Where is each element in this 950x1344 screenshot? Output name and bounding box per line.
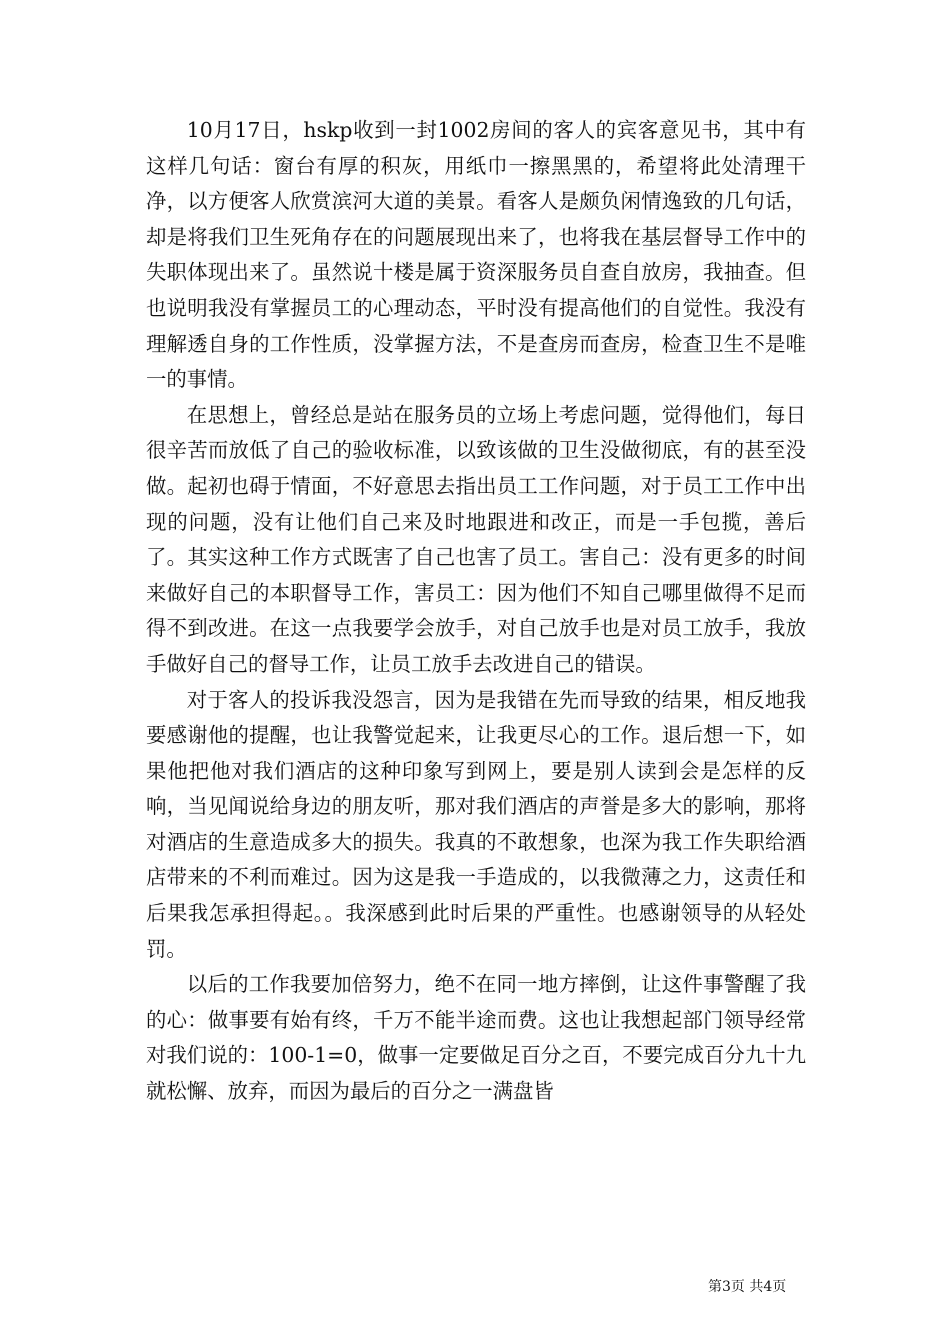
paragraph-3: 对于客人的投诉我没怨言，因为是我错在先而导致的结果，相反地我要感谢他的提醒，也让我警觉起来，让我更尽心的工作。退后想一下，如果他把他对我们酒店的这种印象写到网上，要是别人读到会是怎样的反响，当见闻说给身边的朋友听，那对我们酒店的声誉是多大的影响，那将对酒店的生意造成多大的损失。我真的不敢想象，也深为我工作失职给酒店带来的不利而难过。因为这是我一手造成的，以我微薄之力，这责任和后果我怎承担得起。。我深感到此时后果的严重性。也感谢领导的从轻处罚。 [146,687,806,961]
paragraph-4: 以后的工作我要加倍努力，绝不在同一地方摔倒，让这件事警醒了我的心：做事要有始有终，千万不能半途而费。这也让我想起部门领导经常对我们说的：100-1=0，做事一定要做足百分之百，不要完成百分九十九就松懈、放弃，而因为最后的百分之一满盘皆 [146,972,806,1104]
page-number-footer: 第3页 共4页 [708,1279,787,1295]
document-body [146,113,806,1110]
paragraph-2: 在思想上，曾经总是站在服务员的立场上考虑问题，觉得他们，每日很辛苦而放低了自己的验收标准，以致该做的卫生没做彻底，有的甚至没做。起初也碍于情面，不好意思去指出员工工作问题，对于员工工作中出现的问题，没有让他们自己来及时地跟进和改正，而是一手包揽，善后了。其实这种工作方式既害了自己也害了员工。害自己：没有更多的时间来做好自己的本职督导工作，害员工：因为他们不知自己哪里做得不足而得不到改进。在这一点我要学会放手，对自己放手也是对员工放手，我放手做好自己的督导工作，让员工放手去改进自己的错误。 [146,402,806,676]
paragraph-1: 10月17日，hskp收到一封1002房间的客人的宾客意见书，其中有这样几句话：窗台有厚的积灰，用纸巾一擦黑黑的，希望将此处清理干净，以方便客人欣赏滨河大道的美景。看客人是颇负闲情逸致的几句话，却是将我们卫生死角存在的问题展现出来了，也将我在基层督导工作中的失职体现出来了。虽然说十楼是属于资深服务员自查自放房，我抽查。但也说明我没有掌握员工的心理动态，平时没有提高他们的自觉性。我没有理解透自身的工作性质，没掌握方法，不是查房而查房，检查卫生不是唯一的事情。 [146,118,806,392]
